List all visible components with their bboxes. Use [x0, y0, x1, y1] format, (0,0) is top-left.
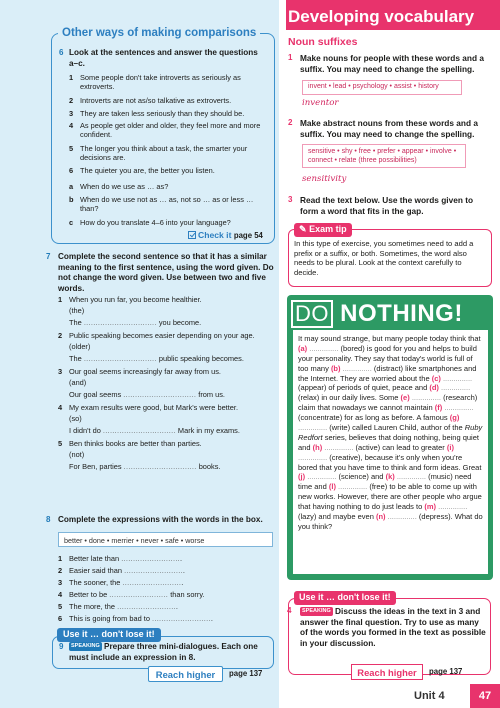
- exercise-1-number: 1: [288, 53, 293, 62]
- exercise-1-example: inventor: [302, 98, 339, 108]
- exercise-3-number: 3: [288, 195, 293, 204]
- section-title: Developing vocabulary: [286, 0, 500, 30]
- exercise-6-instruction: Look at the sentences and answer the questions a–c.: [69, 48, 258, 68]
- word-box: better • done • merrier • never • safe • worse: [58, 532, 273, 547]
- use-it-label-right: Use it … don't lose it!: [294, 591, 396, 605]
- exam-tip-text: In this type of exercise, you sometimes need to add a prefix or a suffix, or both. Sometimes, the word also needs to be plural. Look at the context carefully to decide.: [294, 239, 474, 278]
- reach-higher-button[interactable]: Reach higher: [351, 664, 423, 680]
- exercise-4-number: 4: [287, 606, 292, 615]
- exercise-8-instruction: Complete the expressions with the words in the box.: [58, 515, 263, 524]
- exercise-9-number: 9: [59, 642, 64, 651]
- use-it-label: Use it … don't lose it!: [57, 628, 161, 642]
- exercise-1-instruction: Make nouns for people with these words and a suffix. You may need to change the spelling.: [300, 53, 484, 74]
- article-title: DO NOTHING!: [291, 299, 463, 327]
- reach-higher-page: page 137: [229, 669, 263, 678]
- section-subtitle: Noun suffixes: [288, 36, 358, 48]
- speaking-badge: SPEAKING: [300, 607, 333, 616]
- checkbox-icon: [188, 231, 196, 239]
- speaking-badge: SPEAKING: [69, 642, 102, 651]
- exercise-2-word-box: sensitive • shy • free • prefer • appear • involve • connect • relate (three possibilities): [302, 144, 466, 168]
- check-it-link[interactable]: Check it page 54: [185, 230, 266, 241]
- exercise-6-number: 6: [59, 48, 64, 57]
- exercise-4-instruction: SPEAKING Discuss the ideas in the text in 3 and answer the final question. Try to use as many of the words you formed in the text as possible in your discussion.: [300, 606, 486, 648]
- pencil-icon: ✎: [299, 224, 307, 234]
- exercise-7-instruction: Complete the second sentence so that it has a similar meaning to the first sentence, using the word given. Do not change the word given. Use between two and five words.: [58, 252, 274, 293]
- exam-tip-label: ✎ Exam tip: [294, 223, 352, 237]
- exercise-7-number: 7: [46, 252, 51, 261]
- exercise-3-instruction: Read the text below. Use the words given to form a word that fits in the gap.: [300, 195, 474, 216]
- exercise-9-instruction: SPEAKING Prepare three mini-dialogues. Each one must include an expression in 8.: [69, 642, 258, 662]
- page-number: 47: [470, 684, 500, 708]
- exercise-8-number: 8: [46, 515, 51, 524]
- article-text: It may sound strange, but many people today think that (a) .............. (bored) is good for you and helps to build your personality. They say that today's world is full of too many (b) .............. (distract) like smartphones and the Internet. They are worried about the (c) .............. (appear) of periods of quiet, peace and (d) .............. (relax) in our daily lives. Some (e) .............. (research) claim that nowadays we cannot maintain (f) .............. (concentrate) for as long as before. A famous (g) .............. (write) called Lauren Child, author of the Ruby Redfort series, believes that doing nothing, being quiet and (h) .............. (active) can lead to greater (i) .............. (creative), because it's only when you're bored that you have time to think and form ideas. Great (j) .............. (science) and (k) .............. (music) need time and (l) .............. (free) to be able to come up with new works. However, there are other people who argue that having nothing to do just leads to (m) .............. (lazy) and maybe even (n) .............. (depress). What do you think?: [293, 330, 488, 574]
- reach-higher-button[interactable]: Reach higher: [148, 666, 223, 682]
- exercise-2-example: sensitivity: [302, 174, 347, 184]
- exercise-1-word-box: invent • lead • psychology • assist • history: [302, 80, 462, 95]
- comparisons-box-title: Other ways of making comparisons: [58, 26, 260, 41]
- exercise-2-instruction: Make abstract nouns from these words and a suffix. You may need to change the spelling.: [300, 118, 478, 139]
- exercise-2-number: 2: [288, 118, 293, 127]
- unit-label: Unit 4: [414, 690, 445, 702]
- reach-higher-page: page 137: [429, 667, 463, 676]
